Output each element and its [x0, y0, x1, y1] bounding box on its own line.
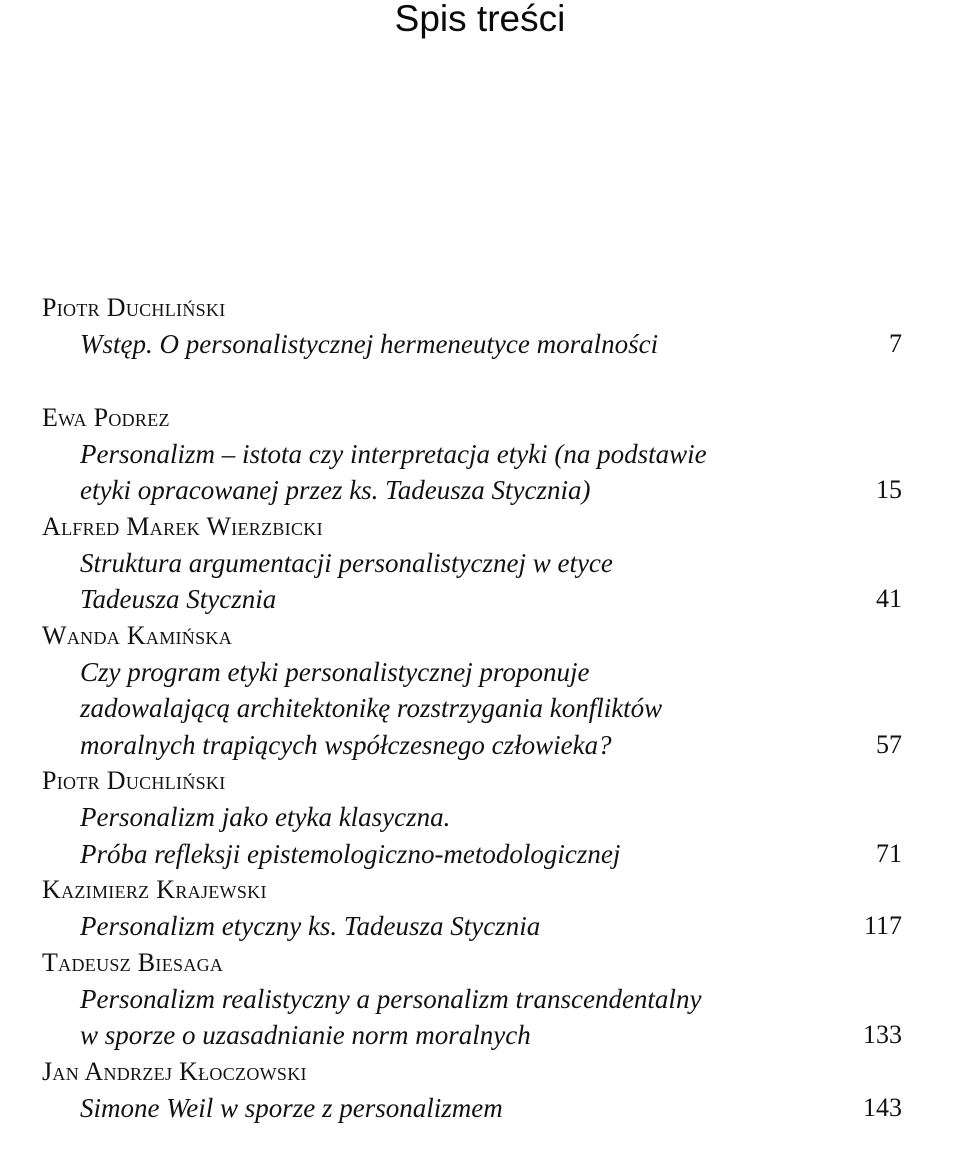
entry-title-line [42, 908, 902, 945]
entry-title-line [42, 472, 902, 509]
entry-title-line [42, 1017, 902, 1054]
entry-title-text: Próba refleksji epistemologiczno-metodologicznej [80, 838, 621, 869]
entry-title-line [42, 981, 902, 1018]
entry-title-line [42, 836, 902, 873]
entry-title-line [42, 799, 902, 836]
page-title: Spis treści [394, 0, 566, 39]
table-of-contents [42, 290, 902, 1126]
toc-entry [42, 400, 902, 509]
entry-title-text: Personalizm jako etyka klasyczna. [80, 802, 451, 832]
entry-title-line [42, 436, 902, 473]
toc-entry [42, 945, 902, 1054]
entry-author: Piotr Duchliński [42, 766, 226, 795]
entry-title-text: Personalizm etyczny ks. Tadeusza Stycznia [80, 911, 541, 941]
entry-title-line [42, 654, 902, 691]
toc-entry [42, 618, 902, 764]
entry-title-text: Personalizm – istota czy interpretacja etyki (na podstawie [80, 438, 707, 469]
entry-title-text: Czy program etyki personalistycznej proponuje [80, 656, 590, 687]
entry-author: Piotr Duchliński [42, 293, 226, 322]
entry-title-text: Simone Weil w sporze z personalizmem [80, 1092, 503, 1123]
entry-title-text: etyki opracowanej przez ks. Tadeusza Stycznia) [80, 475, 591, 505]
toc-entry [42, 509, 902, 618]
entry-title-line [42, 727, 902, 764]
entry-page-number: 143 [863, 1092, 902, 1122]
entry-title-line [42, 581, 902, 618]
toc-entry [42, 763, 902, 872]
toc-entry [42, 872, 902, 945]
entry-author: Kazimierz Krajewski [42, 875, 267, 904]
entry-author: Wanda Kamińska [42, 620, 233, 650]
entry-author: Tadeusz Biesaga [42, 947, 224, 977]
entry-title-line [42, 690, 902, 727]
entry-title-text: w sporze o uzasadnianie norm moralnych [80, 1020, 531, 1050]
entry-title-line [42, 326, 902, 363]
entry-page-number: 57 [876, 729, 902, 759]
entry-page-number: 15 [876, 475, 902, 504]
entry-title-text: zadowalającą architektonikę rozstrzygania konfliktów [80, 693, 663, 723]
entry-author: Ewa Podrez [42, 402, 170, 432]
entry-spacer [42, 363, 902, 400]
entry-author: Jan Andrzej Kłoczowski [42, 1056, 307, 1086]
entry-page-number: 41 [876, 584, 902, 613]
entry-title-line [42, 545, 902, 582]
entry-title-text: Personalizm realistyczny a personalizm transcendentalny [80, 983, 702, 1014]
entry-title-text: Tadeusza Stycznia [80, 584, 277, 614]
toc-entry [42, 290, 902, 363]
entry-page-number: 133 [863, 1020, 902, 1049]
entry-title-text: Wstęp. O personalistycznej hermeneutyce moralności [80, 329, 659, 359]
entry-title-text: Struktura argumentacji personalistycznej w etyce [80, 547, 613, 578]
toc-entry [42, 1054, 902, 1127]
entry-title-line [42, 1090, 902, 1127]
entry-page-number: 117 [863, 911, 902, 940]
entry-page-number: 7 [889, 329, 902, 358]
entry-title-text: moralnych trapiących współczesnego człowieka? [80, 729, 612, 760]
entry-page-number: 71 [876, 838, 902, 868]
entry-author: Alfred Marek Wierzbicki [42, 511, 323, 541]
